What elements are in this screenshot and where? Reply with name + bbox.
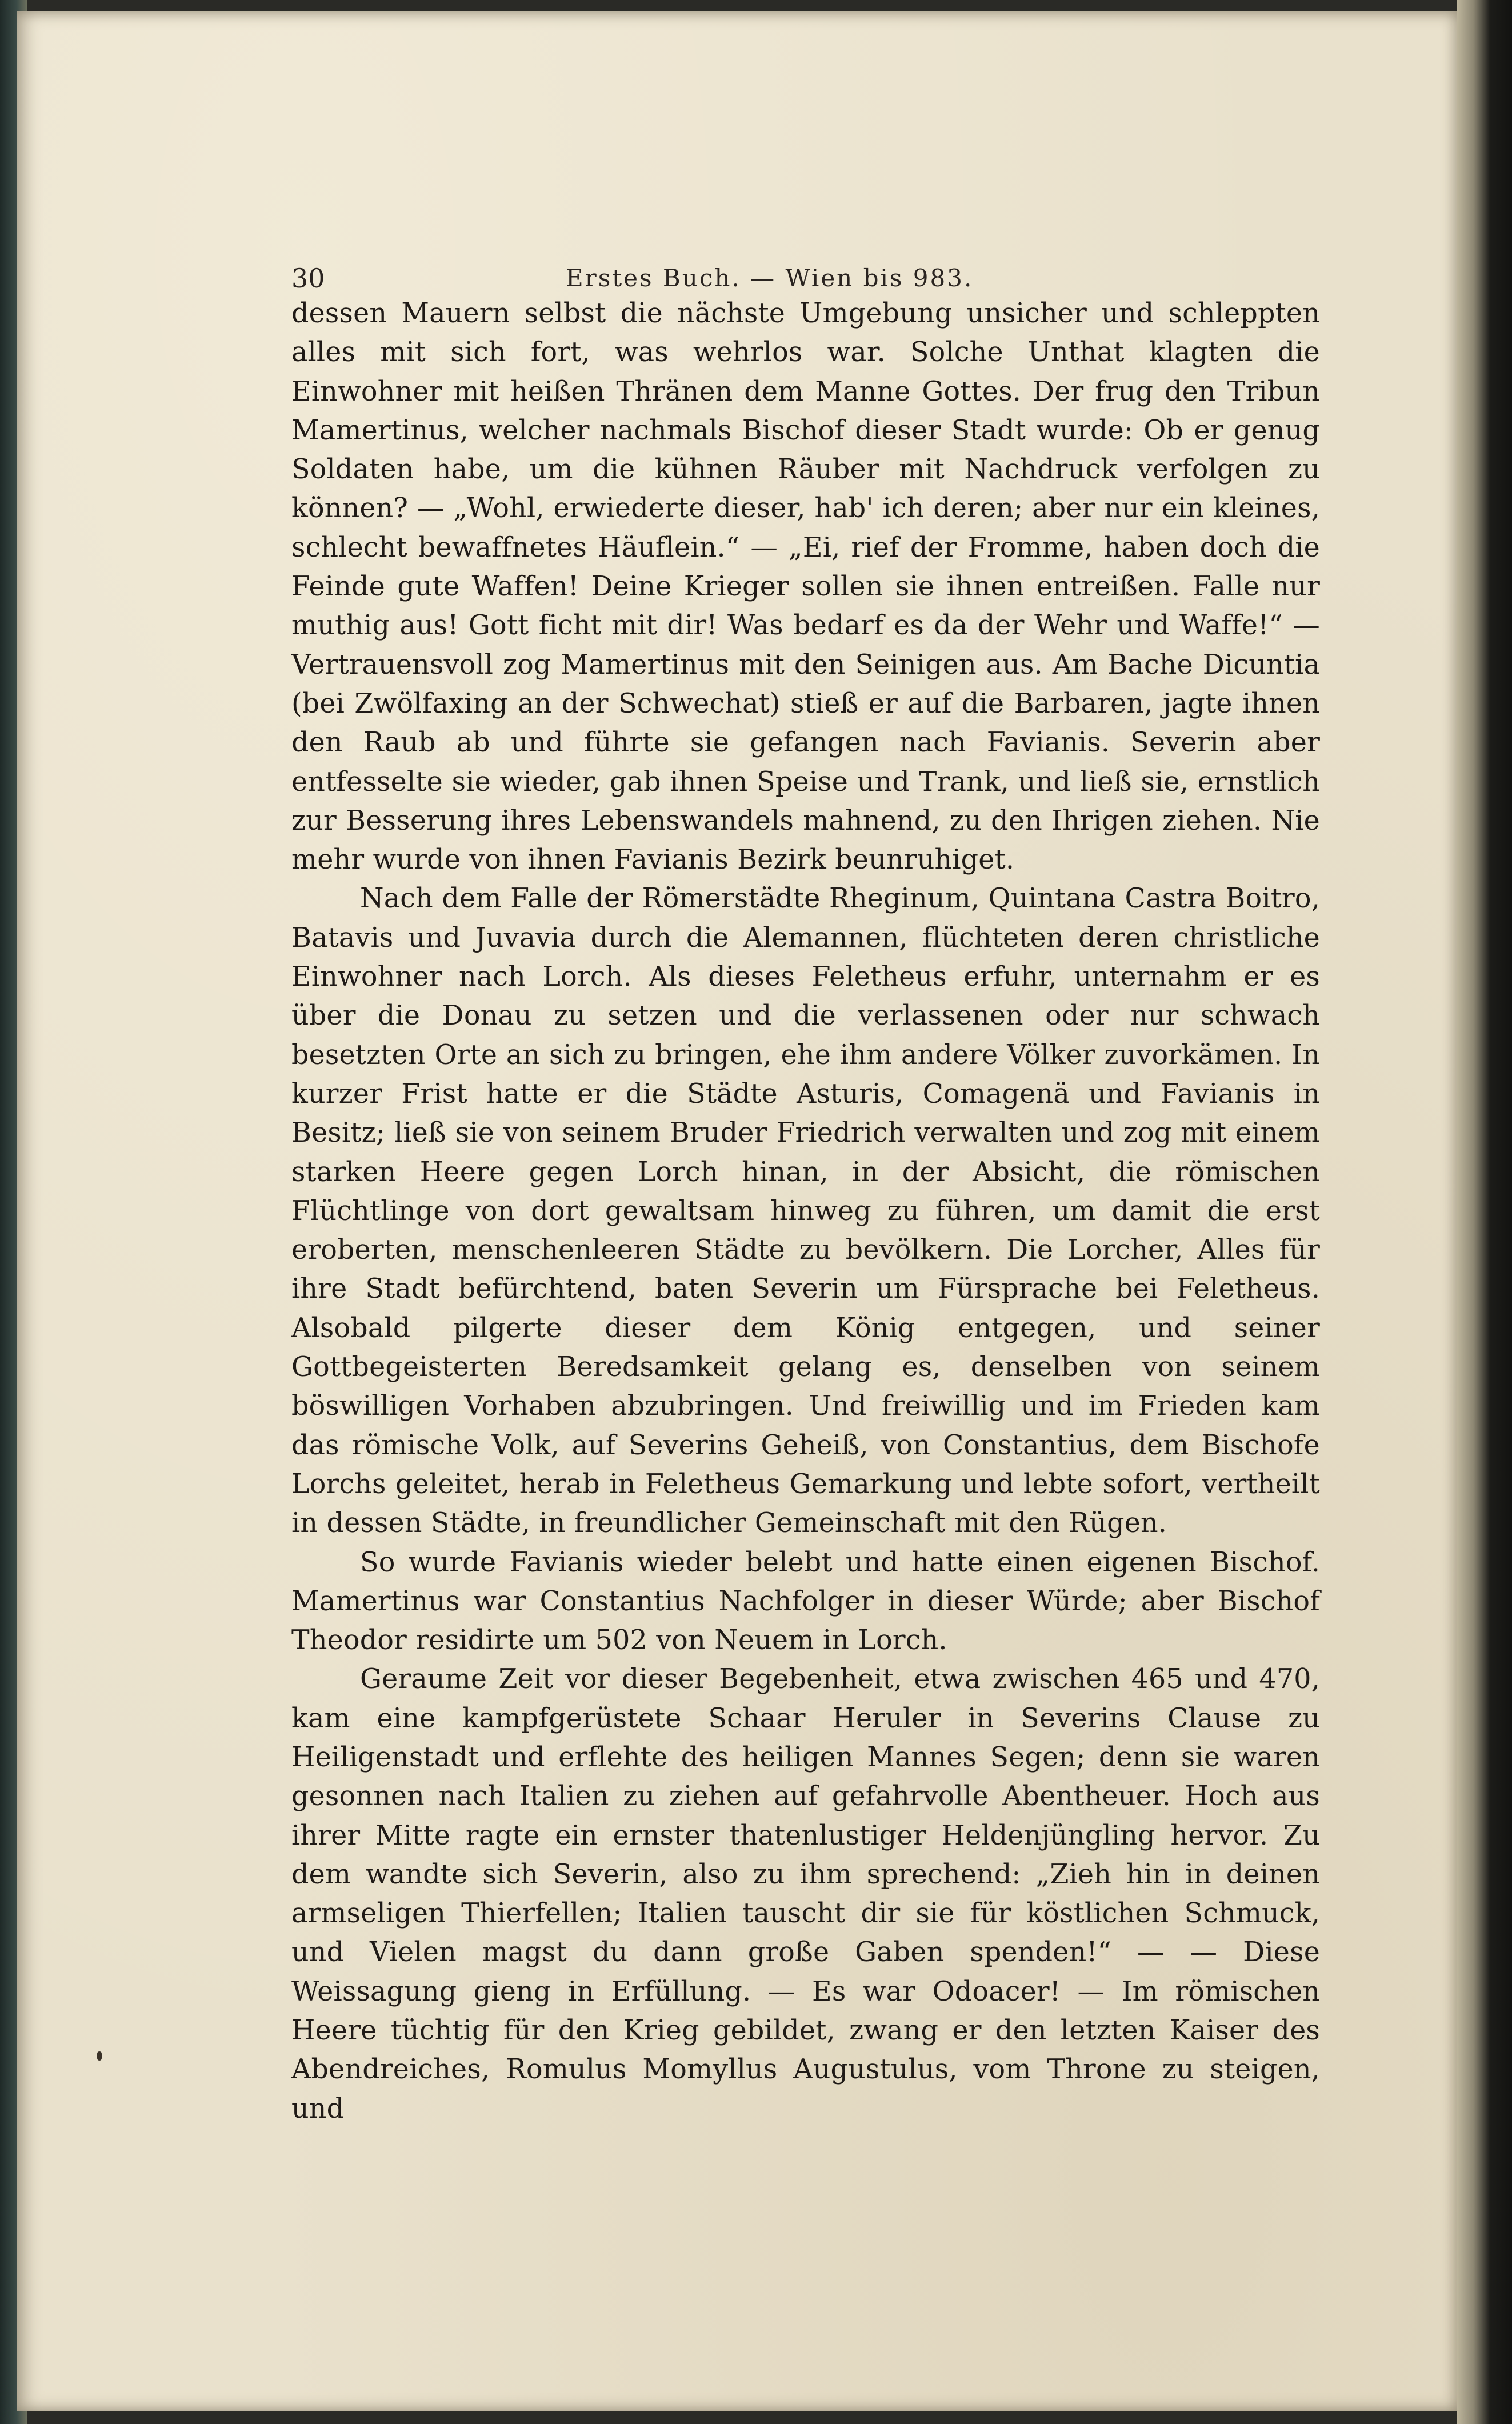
page-edge-shadow [1457, 0, 1512, 2424]
page-number: 30 [291, 263, 325, 294]
body-text [291, 294, 1320, 2129]
ink-smudge [97, 2051, 102, 2061]
running-head: Erstes Buch. — Wien bis 983. [566, 264, 974, 292]
paragraph-3: So wurde Favianis wieder belebt und hatte einen eigenen Bischof. Mamertinus war Constantius Nachfolger in dieser Würde; aber Bischof Theodor residirte um 502 von Neuem in Lorch. [291, 1546, 1320, 1657]
page-header [291, 258, 1337, 298]
paragraph-1: dessen Mauern selbst die nächste Umgebung unsicher und schleppten alles mit sich fort, was wehrlos war. Solche Unthat klagten die Einwohner mit heißen Thränen dem Manne Gottes. Der frug den Tribun Mamertinus, welcher nachmals Bischof dieser Stadt wurde: Ob er genug Soldaten habe, um die kühnen Räuber mit Nachdruck verfolgen zu können? — „Wohl, erwiederte dieser, hab' ich deren; aber nur ein kleines, schlecht bewaffnetes Häuflein.“ — „Ei, rief der Fromme, haben doch die Feinde gute Waffen! Deine Krieger sollen sie ihnen entreißen. Falle nur muthig aus! Gott ficht mit dir! Was bedarf es da der Wehr und Waffe!“ — Vertrauensvoll zog Mamertinus mit den Seinigen aus. Am Bache Dicuntia (bei Zwölfaxing an der Schwechat) stieß er auf die Barbaren, jagte ihnen den Raub ab und führte sie gefangen nach Favianis. Severin aber entfesselte sie wieder, gab ihnen Speise und Trank, und ließ sie, ernstlich zur Besserung ihres Lebenswandels mahnend, zu den Ihrigen ziehen. Nie mehr wurde von ihnen Favianis Bezirk beunruhiget. [291, 298, 1320, 876]
paragraph-2: Nach dem Falle der Römerstädte Rheginum, Quintana Castra Boitro, Batavis und Juvavia durch die Alemannen, flüchteten deren christliche Einwohner nach Lorch. Als dieses Feletheus erfuhr, unternahm er es über die Donau zu setzen und die verlassenen oder nur schwach besetzten Orte an sich zu bringen, ehe ihm andere Völker zuvorkämen. In kurzer Frist hatte er die Städte Asturis, Comagenä und Favianis in Besitz; ließ sie von seinem Bruder Friedrich verwalten und zog mit einem starken Heere gegen Lorch hinan, in der Absicht, die römischen Flüchtlinge von dort gewaltsam hinweg zu führen, um damit die erst eroberten, menschenleeren Städte zu bevölkern. Die Lorcher, Alles für ihre Stadt befürchtend, baten Severin um Fürsprache bei Feletheus. Alsobald pilgerte dieser dem König entgegen, und seiner Gottbegeisterten Beredsamkeit gelang es, denselben von seinem böswilligen Vorhaben abzubringen. Und freiwillig und im Frieden kam das römische Volk, auf Severins Geheiß, von Constantius, dem Bischofe Lorchs geleitet, herab in Feletheus Gemarkung und lebte sofort, vertheilt in dessen Städte, in freundlicher Gemeinschaft mit den Rügen. [291, 883, 1320, 1539]
paragraph-4: Geraume Zeit vor dieser Begebenheit, etwa zwischen 465 und 470, kam eine kampfgerüstete Schaar Heruler in Severins Clause zu Heiligenstadt und erflehte des heiligen Mannes Segen; denn sie waren gesonnen nach Italien zu ziehen auf gefahrvolle Abentheuer. Hoch aus ihrer Mitte ragte ein ernster thatenlustiger Heldenjüngling hervor. Zu dem wandte sich Severin, also zu ihm sprechend: „Zieh hin in deinen armseligen Thierfellen; Italien tauscht dir sie für köstlichen Schmuck, und Vielen magst du dann große Gaben spenden!“ — — Diese Weissagung gieng in Erfüllung. — Es war Odoacer! — Im römischen Heere tüchtig für den Krieg gebildet, zwang er den letzten Kaiser des Abendreiches, Romulus Momyllus Augustulus, vom Throne zu steigen, und [291, 1663, 1320, 2125]
